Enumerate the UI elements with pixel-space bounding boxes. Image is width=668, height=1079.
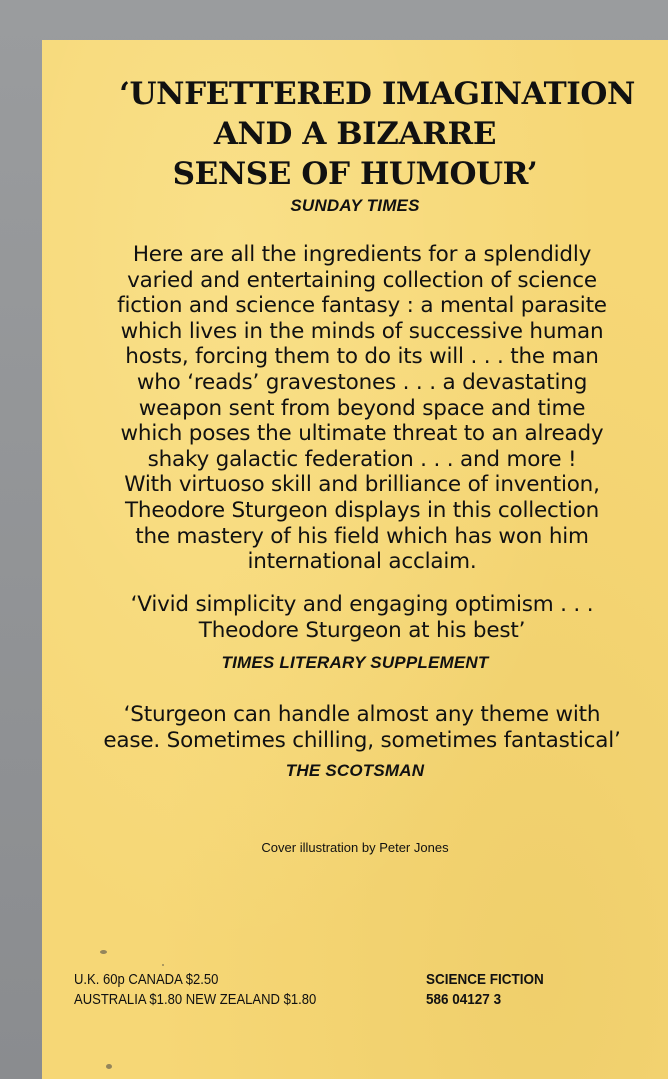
- headline-source: SUNDAY TIMES: [290, 196, 420, 215]
- blurb-line: which poses the ultimate threat to an already: [120, 421, 604, 447]
- quote-source-scotsman: THE SCOTSMAN: [285, 761, 425, 780]
- cover-credit: Cover illustration by Peter Jones: [261, 840, 449, 855]
- print-speck: [106, 1064, 112, 1069]
- blurb-line: varied and entertaining collection of science: [127, 267, 597, 293]
- blurb-line: international acclaim.: [247, 549, 477, 575]
- review-quote-scotsman: [82, 702, 642, 753]
- headline-line-2: AND A BIZARRE: [213, 116, 497, 152]
- quote-line: ‘Sturgeon can handle almost any theme with: [123, 702, 601, 727]
- quote-line: ‘Vivid simplicity and engaging optimism . . .: [130, 592, 594, 617]
- print-speck: [162, 964, 164, 966]
- print-speck: [100, 950, 107, 954]
- blurb-paragraph: [92, 242, 632, 575]
- book-back-cover: [42, 40, 668, 1079]
- quote-line: ease. Sometimes chilling, sometimes fantastical’: [103, 727, 621, 753]
- price-list: [74, 970, 316, 1010]
- blurb-line: hosts, forcing them to do its will . . . the man: [125, 344, 599, 370]
- blurb-line: Here are all the ingredients for a splendidly: [132, 242, 592, 267]
- blurb-line: fiction and science fantasy : a mental parasite: [117, 293, 607, 319]
- blurb-line: With virtuoso skill and brilliance of invention,: [124, 472, 600, 498]
- headline-line-1: ‘UNFETTERED IMAGINATION: [119, 76, 635, 112]
- price-line: U.K. 60p CANADA $2.50: [74, 972, 219, 988]
- blurb-line: Theodore Sturgeon displays in this collection: [124, 497, 600, 523]
- blurb-line: who ‘reads’ gravestones . . . a devastating: [136, 369, 588, 395]
- genre-isbn-block: [426, 970, 544, 1010]
- blurb-line: which lives in the minds of successive human: [120, 318, 604, 344]
- isbn: 586 04127 3: [426, 991, 502, 1008]
- headline-line-3: SENSE OF HUMOUR’: [172, 156, 538, 192]
- blurb-line: the mastery of his field which has won him: [135, 523, 589, 549]
- quote-line: Theodore Sturgeon at his best’: [198, 617, 526, 643]
- blurb-line: shaky galactic federation . . . and more !: [147, 446, 577, 472]
- blurb-line: weapon sent from beyond space and time: [138, 395, 586, 421]
- quote-source-tls: TIMES LITERARY SUPPLEMENT: [221, 653, 489, 672]
- headline-quote: [42, 74, 668, 194]
- genre-label: SCIENCE FICTION: [426, 971, 544, 988]
- price-line: AUSTRALIA $1.80 NEW ZEALAND $1.80: [74, 992, 317, 1008]
- review-quote-tls: [82, 592, 642, 643]
